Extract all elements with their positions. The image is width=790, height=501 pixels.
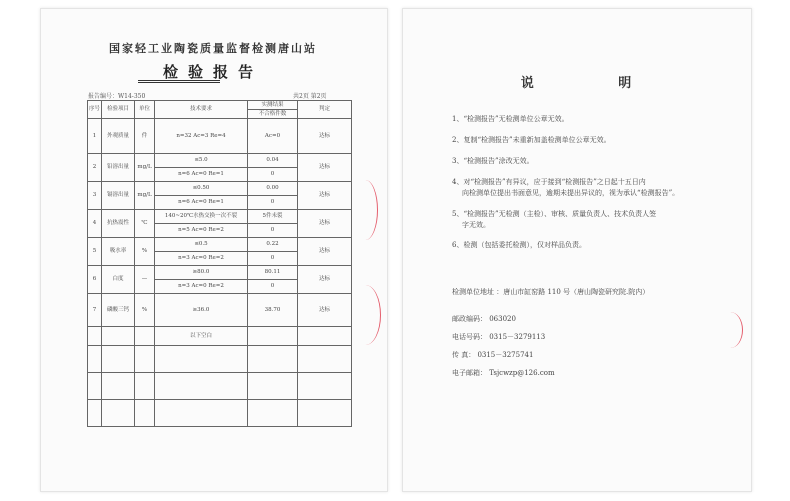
row-item: 外观质量: [102, 119, 135, 154]
results-table: [87, 100, 352, 427]
blank-row: [88, 346, 352, 373]
row-standard: n=32 Ac=3 Re=4: [155, 119, 248, 154]
row-unit: ℃: [135, 210, 155, 238]
row-sampling: n=3 Ac=0 Re=2: [155, 252, 248, 266]
end-note: 以下空白: [155, 327, 248, 346]
fax-line: 传 真： 0315－3275741: [452, 351, 534, 359]
table-row: [88, 154, 352, 168]
row-verdict: 达标: [298, 182, 352, 210]
seal-arc-icon: [353, 180, 378, 240]
title-underline: [138, 80, 220, 81]
station-name: 国家轻工业陶瓷质量监督检测唐山站: [109, 42, 317, 55]
row-no: 6: [88, 266, 102, 294]
row-result: 80.11: [248, 266, 298, 280]
row-verdict: 达标: [298, 238, 352, 266]
table-row: [88, 119, 352, 154]
row-result: 0.00: [248, 182, 298, 196]
table-header-row: [88, 101, 352, 110]
row-item: 白度: [102, 266, 135, 294]
row-unit: mg/L: [135, 182, 155, 210]
seal-arc-icon: [350, 285, 381, 345]
row-result: 0.22: [248, 238, 298, 252]
row-no: 5: [88, 238, 102, 266]
row-item: 磷酸三钙: [102, 294, 135, 327]
note-line: 向检测单位提出书面意见，逾期未提出异议的，视为承认“检测报告”。: [462, 189, 680, 197]
header-seq: 序号: [88, 101, 102, 119]
row-standard: ≤0.50: [155, 182, 248, 196]
header-unit: 单位: [135, 101, 155, 119]
row-unit: 件: [135, 119, 155, 154]
row-no: 7: [88, 294, 102, 327]
blank-row: [88, 400, 352, 427]
row-result: 38.70: [248, 294, 298, 327]
row-sampling: n=6 Ac=0 Re=1: [155, 168, 248, 182]
row-verdict: 达标: [298, 154, 352, 182]
title-underline-2: [138, 82, 220, 83]
row-result-count: 0: [248, 196, 298, 210]
row-standard: ≥36.0: [155, 294, 248, 327]
row-no: 3: [88, 182, 102, 210]
row-item: 镉溶出量: [102, 182, 135, 210]
row-standard: ≤0.5: [155, 238, 248, 252]
header-result-sub: 不合格件数: [248, 110, 298, 119]
report-title: 检验报告: [162, 63, 263, 81]
seal-arc-icon: [718, 312, 743, 348]
row-no: 2: [88, 154, 102, 182]
address-line: 检测单位地址 ：唐山市缸窑路 110 号（唐山陶瓷研究院.院内）: [452, 288, 650, 296]
blank-row: [88, 373, 352, 400]
row-item: 抗热震性: [102, 210, 135, 238]
row-result: Ac=0: [248, 119, 298, 154]
row-result-count: 0: [248, 252, 298, 266]
note-line: 2、复制“检测报告”未重新加盖检测单位公章无效。: [452, 136, 611, 144]
row-result: 0.04: [248, 154, 298, 168]
header-result: 实测结果: [248, 101, 298, 110]
row-sampling: n=6 Ac=0 Re=1: [155, 196, 248, 210]
email-line: 电子邮箱： Tsjcwzp@126.com: [452, 369, 555, 377]
row-unit: %: [135, 294, 155, 327]
row-no: 1: [88, 119, 102, 154]
row-no: 4: [88, 210, 102, 238]
row-unit: —: [135, 266, 155, 294]
header-item: 检验项目: [102, 101, 135, 119]
note-line: 字无效。: [462, 221, 490, 229]
row-item: 吸水率: [102, 238, 135, 266]
row-item: 铅溶出量: [102, 154, 135, 182]
row-sampling: n=3 Ac=0 Re=2: [155, 280, 248, 294]
table-row: [88, 266, 352, 280]
report-number: 报告编号：W14-350: [88, 93, 146, 100]
row-sampling: n=5 Ac=0 Re=2: [155, 224, 248, 238]
note-line: 6、检测（包括委托检测），仅对样品负责。: [452, 241, 586, 249]
row-result-count: 0: [248, 280, 298, 294]
phone-line: 电话号码： 0315－3279113: [452, 333, 546, 341]
postcode-line: 邮政编码： 063020: [452, 315, 516, 323]
notes-title: 说 明: [520, 76, 672, 91]
row-standard: 140~20℃水热交换一次不裂: [155, 210, 248, 224]
note-line: 5、“检测报告”无检测（主检）、审核、质量负责人、技术负责人签: [452, 210, 657, 218]
header-standard: 技术要求: [155, 101, 248, 119]
row-verdict: 达标: [298, 294, 352, 327]
row-standard: ≤5.0: [155, 154, 248, 168]
note-line: 1、“检测报告”无检测单位公章无效。: [452, 115, 569, 123]
table-row: [88, 182, 352, 196]
table-row: [88, 210, 352, 224]
header-verdict: 判定: [298, 101, 352, 119]
row-verdict: 达标: [298, 210, 352, 238]
page-info: 共2页 第2页: [293, 93, 327, 100]
table-row: [88, 238, 352, 252]
row-result: 5件未裂: [248, 210, 298, 224]
row-standard: ≥80.0: [155, 266, 248, 280]
row-verdict: 达标: [298, 119, 352, 154]
table-end-row: [88, 327, 352, 346]
row-result-count: 0: [248, 168, 298, 182]
row-verdict: 达标: [298, 266, 352, 294]
note-line: 4、对“检测报告”有异议，应于接到“检测报告”之日起十五日内: [452, 178, 646, 186]
note-line: 3、“检测报告”涂改无效。: [452, 157, 534, 165]
row-result-count: 0: [248, 224, 298, 238]
row-unit: %: [135, 238, 155, 266]
row-unit: mg/L: [135, 154, 155, 182]
table-row: [88, 294, 352, 327]
